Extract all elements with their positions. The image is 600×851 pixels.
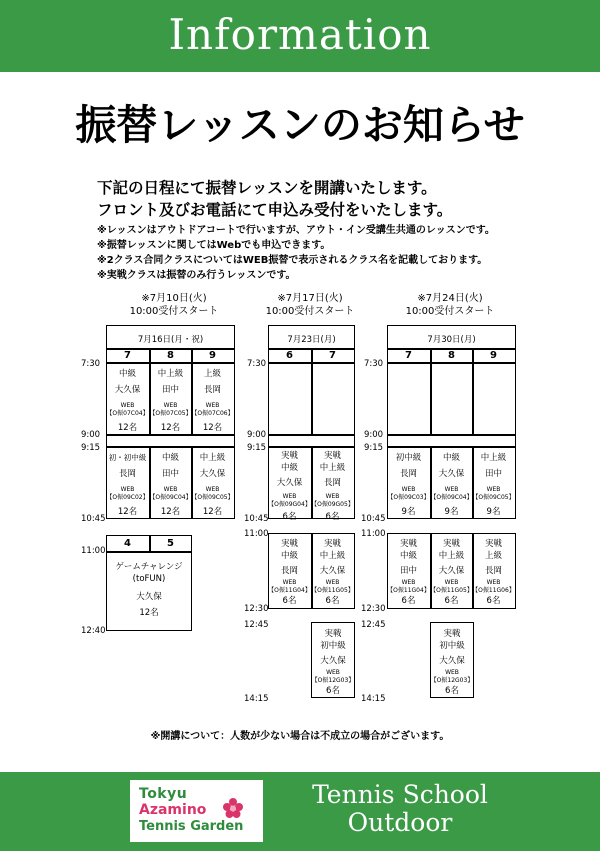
coach-name: 長岡 [118,469,136,479]
class-cell [311,450,354,523]
web-label: WEB [444,486,459,493]
coach-name: 大久保 [114,385,141,395]
web-label: WEB [205,486,220,493]
capacity: 9名 [401,507,416,517]
time-label: 9:15 [81,443,101,453]
class-cell [430,452,473,518]
web-label: WEB [163,402,178,409]
class-level: 中級 [280,463,298,473]
header-band [0,0,600,72]
web-label: WEB [120,486,135,493]
coach-name: 大久保 [438,566,465,576]
capacity: 6名 [326,686,340,696]
column-number: 6 [286,350,293,361]
intro-line-2: フロント及びお電話にて申込み受付をいたします。 [97,201,453,219]
web-code: 【O振09C05】 [472,494,515,501]
web-label: WEB [325,493,340,500]
column-number: 8 [448,350,455,361]
capacity: 6名 [325,512,340,522]
capacity: 9名 [486,507,501,517]
web-label: WEB [282,493,297,500]
class-cell [191,452,234,518]
accept-date: ※7月10日(火) [141,293,207,304]
web-label: WEB [325,579,340,586]
web-code: 【O振12G03】 [311,677,355,684]
coach-name: 長岡 [484,566,502,576]
class-level: 中級 [118,369,136,379]
column-number: 9 [209,350,216,361]
web-code: 【O振11G04】 [387,587,430,594]
time-label: 12:40 [81,626,106,636]
web-code: 【O振07C04】 [106,410,149,417]
accept-time: 10:00受付スタート [129,306,219,317]
note-line-2: ※振替レッスンに関してはWebでも申込できます。 [97,240,331,251]
class-level: 中上級 [438,551,465,561]
capacity: 6名 [486,596,501,606]
web-label: WEB [326,669,340,676]
web-label: WEB [205,402,220,409]
accept-time: 10:00受付スタート [405,306,495,317]
time-label: 12:45 [244,620,269,630]
web-code: 【O振09C05】 [191,494,234,501]
class-cell [106,452,149,518]
time-label: 7:30 [81,359,101,369]
note-line-3: ※2クラス合同クラスについてはWEB振替で表示されるクラス名を記載しております。 [97,255,488,266]
web-label: WEB [401,579,416,586]
school-name-line-2: Outdoor [347,808,453,837]
time-label: 7:30 [247,359,267,369]
web-code: 【O振11G04】 [268,587,311,594]
coach-name: 大久保 [319,566,346,576]
lesson-date: 7月16日(月・祝) [137,335,204,345]
class-level: 上級 [203,369,221,379]
time-label: 11:00 [81,546,106,556]
web-label: WEB [444,579,459,586]
coach-name: 大久保 [439,656,465,666]
capacity: 12名 [160,507,181,517]
logo-text-1: Tokyu [139,786,188,802]
class-level: 中級 [399,551,417,561]
web-label: WEB [282,579,297,586]
accept-date: ※7月24日(火) [417,293,483,304]
class-level: 上級 [484,551,502,561]
time-label: 9:00 [81,430,101,440]
class-cell [311,538,354,607]
time-label: 10:45 [244,514,269,524]
column-number: 7 [405,350,412,361]
coach-name: 大久保 [320,656,346,666]
class-type: 実戦 [399,539,417,549]
class-level-sub: (toFUN) [132,574,166,584]
web-label: WEB [401,486,416,493]
time-label: 9:15 [364,443,384,453]
page-title: 振替レッスンのお知らせ [75,101,525,149]
capacity: 12名 [160,423,181,433]
capacity: 6名 [282,596,297,606]
class-level: 中級 [280,551,298,561]
time-label: 7:30 [364,359,384,369]
capacity: 6名 [444,596,459,606]
web-code: 【O振11G06】 [472,587,515,594]
coach-name: 大久保 [438,469,465,479]
web-label: WEB [486,579,501,586]
class-cell [149,452,192,518]
time-label: 11:00 [361,529,386,539]
web-code: 【O振09C04】 [430,494,473,501]
class-level: 初中級 [439,641,465,651]
capacity: 6名 [401,596,416,606]
header-title: Information [168,10,432,59]
web-label: WEB [486,486,501,493]
web-code: 【O振09G05】 [311,501,354,508]
web-code: 【O振12G03】 [430,677,474,684]
class-type: 実戦 [324,629,342,639]
coach-name: 長岡 [399,469,417,479]
footer-band [0,772,600,851]
class-level: 初中級 [320,641,346,651]
class-level: 初・初中級 [108,453,147,462]
capacity: 12名 [202,507,223,517]
class-type: 実戦 [442,539,460,549]
class-level: 中上級 [319,551,346,561]
note-line-1: ※レッスンはアウトドアコートで行いますが、アウト・イン受講生共通のレッスンです。 [97,225,495,236]
class-level: 中級 [161,453,179,463]
web-label: WEB [445,669,459,676]
class-type: 実戦 [443,629,461,639]
time-label: 9:15 [247,443,267,453]
capacity: 12名 [202,423,223,433]
class-type: 実戦 [323,539,341,549]
capacity: 9名 [444,507,459,517]
class-level: 初中級 [395,453,422,463]
class-level: 中上級 [157,369,184,379]
time-label: 12:45 [361,620,386,630]
web-label: WEB [120,402,135,409]
note-line-4: ※実戦クラスは振替のみ行うレッスンです。 [97,270,296,281]
class-cell [268,450,311,523]
class-cell [268,538,311,607]
class-type: 実戦 [280,451,298,461]
coach-name: 大久保 [136,592,162,602]
class-cell [472,452,515,518]
time-label: 11:00 [244,529,269,539]
class-type: 実戦 [280,539,298,549]
column-number: 7 [329,350,336,361]
coach-name: 田中 [161,385,179,395]
intro-line-1: 下記の日程にて振替レッスンを開講いたします。 [97,179,437,197]
column-number: 5 [167,538,174,549]
class-cell [430,628,474,697]
class-level: ゲームチャレンジ [115,562,183,572]
class-level: 中上級 [199,453,226,463]
class-level: 中上級 [480,453,507,463]
class-cell [472,538,515,607]
time-label: 10:45 [361,514,386,524]
web-code: 【O振07C06】 [191,410,234,417]
web-code: 【O振09C04】 [149,494,192,501]
time-label: 12:30 [361,604,386,614]
column-number: 9 [490,350,497,361]
class-cell [106,368,149,434]
class-cell [387,538,430,607]
flower-icon [222,797,244,819]
capacity: 12名 [117,423,138,433]
class-cell [106,561,192,619]
column-number: 8 [167,350,174,361]
capacity: 6名 [325,596,340,606]
web-code: 【O振11G05】 [430,587,473,594]
class-cell [430,538,473,607]
capacity: 6名 [282,512,297,522]
coach-name: 長岡 [280,566,298,576]
class-cell [387,452,430,518]
logo [130,780,263,842]
accept-date: ※7月17日(火) [277,293,343,304]
coach-name: 田中 [484,469,502,479]
class-type: 実戦 [484,539,502,549]
time-label: 10:45 [81,514,106,524]
class-level: 中級 [442,453,460,463]
coach-name: 田中 [161,469,179,479]
coach-name: 長岡 [323,478,341,488]
coach-name: 大久保 [199,469,226,479]
lesson-date: 7月23日(月) [287,335,336,345]
school-name-line-1: Tennis School [312,780,488,809]
logo-text-3: Tennis Garden [139,819,244,834]
coach-name: 長岡 [203,385,221,395]
web-label: WEB [163,486,178,493]
web-code: 【O振09C03】 [387,494,430,501]
time-label: 14:15 [244,694,269,704]
time-label: 9:00 [247,430,267,440]
accept-time: 10:00受付スタート [265,306,355,317]
class-level: 中上級 [319,463,346,473]
class-type: 実戦 [323,451,341,461]
capacity: 12名 [139,608,159,618]
time-label: 9:00 [364,430,384,440]
class-cell [149,368,192,434]
time-label: 14:15 [361,694,386,704]
lesson-date: 7月30日(月) [427,335,476,345]
web-code: 【O振11G05】 [311,587,354,594]
column-number: 7 [124,350,131,361]
web-code: 【O振07C05】 [149,410,192,417]
logo-text-2: Azamino [139,802,207,818]
coach-name: 大久保 [276,478,303,488]
footnote: ※開講について：人数が少ない場合は不成立の場合がございます。 [150,731,450,742]
coach-name: 田中 [399,566,417,576]
capacity: 12名 [117,507,138,517]
web-code: 【O振09C02】 [106,494,149,501]
web-code: 【O振09G04】 [268,501,311,508]
column-number: 4 [124,538,131,549]
capacity: 6名 [445,686,459,696]
class-cell [311,628,355,697]
time-label: 12:30 [244,604,269,614]
class-cell [191,368,234,434]
